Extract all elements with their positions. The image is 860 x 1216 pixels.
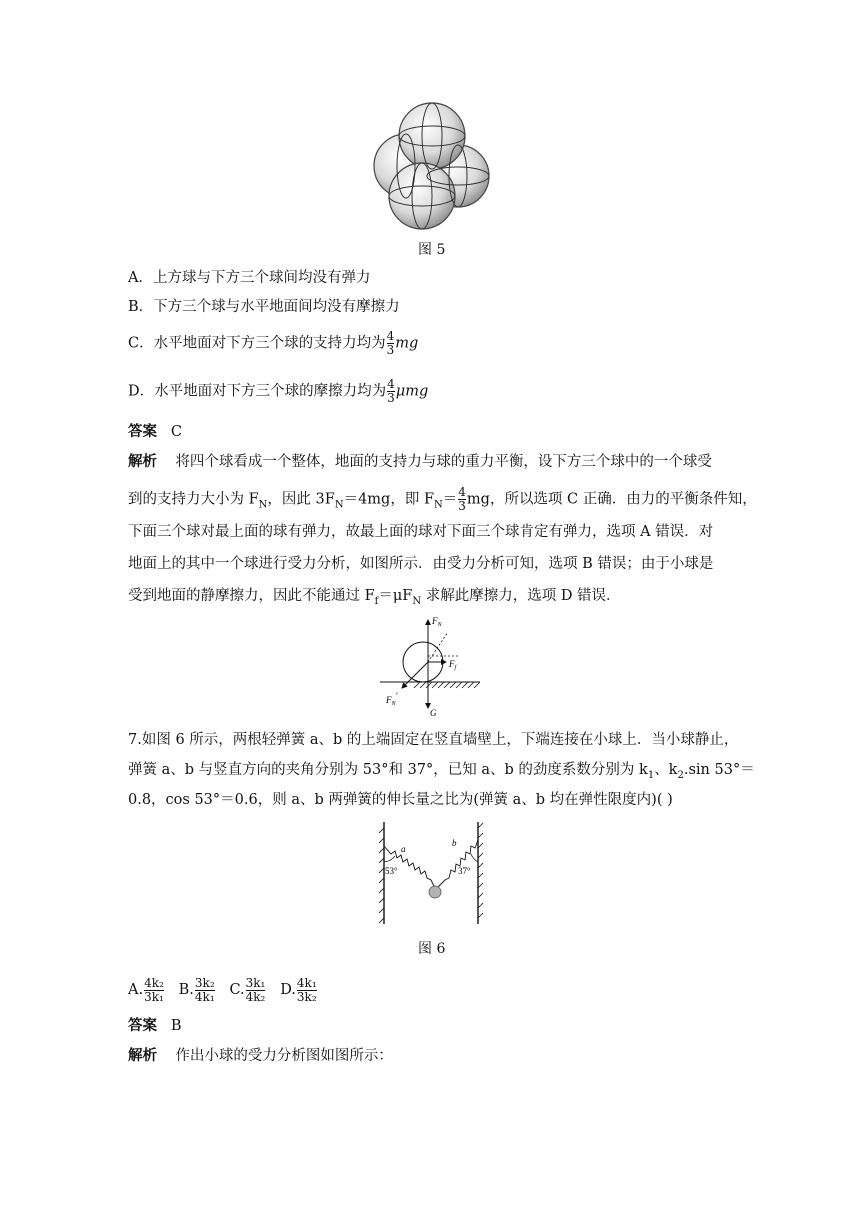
fraction-den: 3	[386, 343, 395, 357]
fraction-num: 3k₁	[245, 975, 266, 990]
angle-b-label: 37°	[458, 866, 471, 876]
fraction-den: 4k₁	[194, 989, 215, 1004]
fraction-den: 3	[458, 499, 466, 513]
subscript: N	[412, 595, 422, 607]
spring-b-label: b	[452, 838, 457, 848]
answer-value: B	[170, 1018, 182, 1034]
analysis-6-line-5	[128, 586, 621, 612]
figure-5-caption: 图 5	[418, 242, 446, 258]
options-7	[128, 970, 318, 1010]
option-c	[128, 330, 418, 357]
subscript: 1	[647, 769, 655, 781]
g-label: G	[430, 708, 437, 718]
fn-prime-label: $F_N'$	[386, 691, 398, 707]
analysis-7	[128, 1046, 393, 1066]
four-spheres-figure	[360, 98, 510, 233]
fraction-den: 4k₂	[245, 989, 266, 1004]
fraction-num: 4k₁	[296, 975, 317, 990]
analysis-6-line-4: 地面上的其中一个球进行受力分析，如图所示．由受力分析可知，选项 B 错误；由于小球是	[128, 556, 714, 572]
analysis-6-line-2	[128, 486, 757, 515]
option-7a	[128, 975, 165, 1004]
question-7-line-3: 0.8，cos 53°＝0.6，则 a、b 两弹簧的伸长量之比为(弹簧 a、b 均在弹性限度内)( )	[128, 792, 673, 808]
answer-7	[128, 1016, 181, 1036]
force-diagram	[380, 612, 490, 722]
option-d-text: D．水平地面对下方三个球的摩擦力均为	[128, 383, 387, 400]
text: .sin 53°＝	[683, 762, 755, 778]
option-letter: C.	[229, 982, 245, 998]
fraction-num: 4	[458, 485, 466, 499]
fraction-den: 3k₁	[144, 989, 164, 1004]
subscript: N	[258, 499, 268, 511]
question-7-line-1: 7.如图 6 所示，两根轻弹簧 a、b 的上端固定在竖直墙壁上，下端连接在小球上．当小球静止，	[128, 732, 739, 748]
fraction	[297, 977, 317, 1004]
fraction-den: 3	[387, 391, 395, 405]
subscript: N	[334, 499, 344, 511]
fraction-num: 4	[386, 329, 395, 343]
fn-label: $F_N$	[432, 616, 442, 628]
option-c-text: C．水平地面对下方三个球的支持力均为	[128, 335, 386, 352]
text: 、k	[654, 762, 678, 778]
text: mg，所以选项 C 正确．由力的平衡条件知，	[466, 491, 757, 508]
fraction	[246, 977, 266, 1004]
analysis-text: 作出小球的受力分析图如图所示：	[175, 1048, 393, 1064]
fraction	[144, 977, 164, 1004]
angle-a-label: 53°	[385, 866, 398, 876]
analysis-text: 将四个球看成一个整体，地面的支持力与球的重力平衡，设下方三个球中的一个球受	[175, 454, 712, 470]
answer-6	[128, 422, 182, 442]
subscript: N	[434, 499, 443, 511]
text: 求解此摩擦力，选项 D 错误．	[421, 588, 621, 604]
text: ，因此 3F	[267, 491, 335, 508]
answer-label: 答案	[128, 423, 157, 440]
fraction	[387, 378, 395, 405]
text: 弹簧 a、b 与竖直方向的夹角分别为 53°和 37°，已知 a、b 的劲度系数分别为 k	[128, 762, 648, 778]
fraction-den: 3k₂	[296, 989, 317, 1004]
option-d-unit: μmg	[395, 383, 429, 400]
fraction	[458, 486, 466, 513]
subscript: f	[374, 595, 379, 607]
text: ＝μF	[378, 588, 413, 604]
analysis-label: 解析	[128, 453, 157, 470]
figure-6-caption: 图 6	[418, 941, 446, 957]
fraction-num: 4	[387, 377, 395, 391]
analysis-6-line-1	[128, 452, 712, 472]
spring-figure	[375, 818, 491, 928]
spring-a-label: a	[401, 844, 406, 854]
fraction	[387, 330, 395, 357]
fraction	[195, 977, 215, 1004]
option-a: A．上方球与下方三个球间均没有弹力	[128, 270, 371, 286]
option-7b	[178, 975, 216, 1004]
option-c-unit: mg	[395, 335, 419, 352]
option-letter: B.	[178, 982, 194, 998]
analysis-label: 解析	[128, 1047, 157, 1064]
option-letter: A.	[128, 982, 144, 998]
option-7c	[229, 975, 266, 1004]
analysis-6-line-3: 下面三个球对最上面的球有弹力，故最上面的球对下面三个球肯定有弹力，选项 A 错误．对	[128, 524, 714, 540]
question-7-line-2	[128, 760, 755, 786]
answer-label: 答案	[128, 1017, 157, 1034]
text: 受到地面的静摩擦力，因此不能通过 F	[128, 588, 375, 604]
option-letter: D.	[280, 982, 296, 998]
text: 到的支持力大小为 F	[128, 491, 259, 508]
subscript: 2	[677, 769, 684, 781]
ff-label: $F_f$	[449, 659, 457, 671]
answer-value: C	[170, 424, 182, 440]
text: ＝	[442, 491, 458, 508]
fraction-num: 4k₂	[144, 975, 164, 990]
option-d	[128, 378, 428, 405]
text: ＝4mg，即 F	[343, 491, 435, 508]
option-7d	[280, 975, 317, 1004]
fraction-num: 3k₂	[194, 975, 215, 990]
option-b: B．下方三个球与水平地面间均没有摩擦力	[128, 299, 400, 315]
